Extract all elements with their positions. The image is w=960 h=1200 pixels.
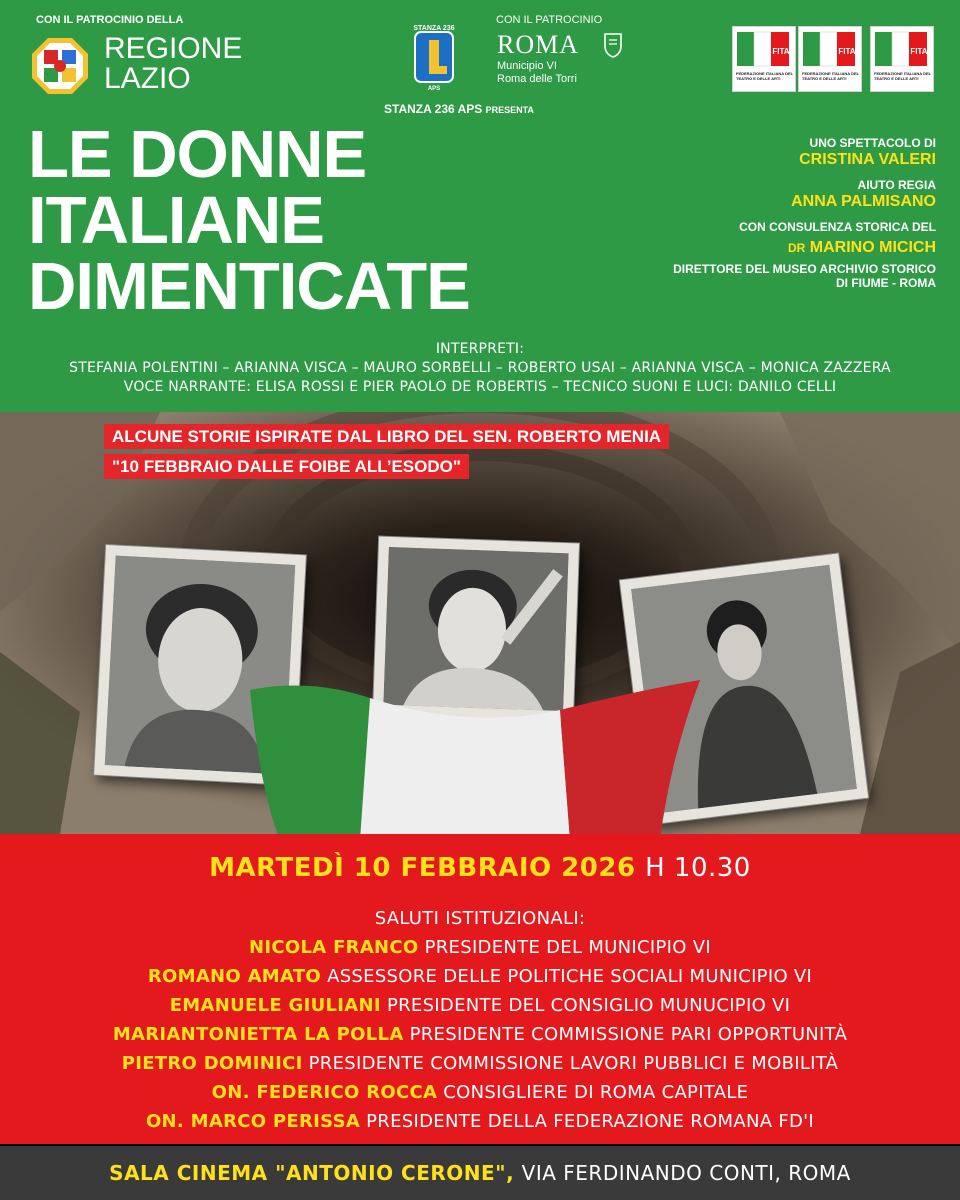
svg-text:FITA: FITA <box>910 47 928 56</box>
foiba-scene-image <box>0 412 960 834</box>
consulenza-name-line <box>596 238 936 258</box>
regione-lazio-emblem-icon <box>30 36 90 96</box>
title-line-1: LE DONNE <box>28 117 367 192</box>
voce-narrante: VOCE NARRANTE: ELISA ROSSI E PIER PAOLO DE ROBERTIS – TECNICO SUONI E LUCI: DANILO CELLI <box>123 379 837 395</box>
saluti-istituzionali <box>0 904 960 1136</box>
fita-flag-icon <box>803 30 859 70</box>
patrocinio-roma-label: CON IL PATROCINIO <box>496 14 603 26</box>
direttore-line-2: DI FIUME - ROMA <box>836 276 936 290</box>
banner-line-1: ALCUNE STORIE ISPIRATE DAL LIBRO DEL SEN. ROBERTO MENIA <box>104 424 669 449</box>
fita-flag-icon <box>737 30 793 70</box>
svg-text:FITA: FITA <box>772 47 790 56</box>
saluti-item: ROMANO AMATO ASSESSORE DELLE POLITICHE SOCIALI MUNICIPIO VI <box>147 966 813 987</box>
title-line-3: DIMENTICATE <box>28 249 470 324</box>
patrocinio-label: CON IL PATROCINIO DELLA <box>36 14 184 26</box>
roma-title: ROMA <box>497 30 580 59</box>
fita-logo-1: FITA FEDERAZIONE ITALIANA DEL TEATRO E DELLE ARTI <box>732 26 796 92</box>
header-section <box>0 0 960 412</box>
saluti-label: SALUTI ISTITUZIONALI: <box>374 908 586 929</box>
regione-lazio-name: REGIONE LAZIO <box>104 32 243 95</box>
show-title <box>28 117 470 324</box>
title-line-2: ITALIANE <box>28 183 324 258</box>
banner-line-2: "10 FEBBRAIO DALLE FOIBE ALL’ESODO" <box>104 454 469 479</box>
stanza-236-logo-icon <box>413 22 455 92</box>
stanza-presenta <box>384 102 534 116</box>
event-time: H 10.30 <box>645 853 751 883</box>
italian-flag-icon <box>240 670 720 840</box>
fita-logo-2: FITA FEDERAZIONE ITALIANA DEL TEATRO E DELLE ARTI <box>798 26 862 92</box>
municipio-text: Municipio VI Roma delle Torri <box>497 60 577 85</box>
stanza-logo-sub: APS <box>427 86 441 92</box>
interpreti-block <box>0 340 960 397</box>
consulenza-name: MARINO MICICH <box>809 239 936 256</box>
saluti-item: NICOLA FRANCO PRESIDENTE DEL MUNICIPIO VI <box>249 937 711 958</box>
venue-address: VIA FERDINANDO CONTI, ROMA <box>521 1161 851 1185</box>
svg-text:FITA: FITA <box>838 47 856 56</box>
stanza-logo-text: STANZA 236 <box>413 25 455 32</box>
fita-logo-3: FITA FEDERAZIONE ITALIANA DEL TEATRO E DELLE ARTI <box>870 26 934 92</box>
venue-place: SALA CINEMA "ANTONIO CERONE", <box>109 1161 515 1185</box>
saluti-item: PIETRO DOMINICI PRESIDENTE COMMISSIONE LAVORI PUBBLICI E MOBILITÀ <box>121 1053 839 1074</box>
spettacolo-name: CRISTINA VALERI <box>799 151 936 168</box>
saluti-item: ON. MARCO PERISSA PRESIDENTE DELLA FEDERAZIONE ROMANA FD'I <box>145 1111 815 1132</box>
credits-block <box>596 136 936 290</box>
regia-name: ANNA PALMISANO <box>791 193 936 210</box>
interpreti-label: INTERPRETI: <box>435 341 525 357</box>
consulenza-prefix: DR <box>787 241 806 255</box>
event-date-time <box>0 852 960 884</box>
stanza-name: STANZA 236 APS <box>384 102 483 116</box>
presenta-label: PRESENTA <box>485 105 534 115</box>
consulenza-label: CON CONSULENZA STORICA DEL <box>739 220 936 234</box>
saluti-item: EMANUELE GIULIANI PRESIDENTE DEL CONSIGLIO MUNUCIPIO VI <box>169 995 791 1016</box>
saluti-item: ON. FEDERICO ROCCA CONSIGLIERE DI ROMA CAPITALE <box>211 1082 749 1103</box>
direttore-line-1: DIRETTORE DEL MUSEO ARCHIVIO STORICO <box>673 262 936 276</box>
spettacolo-label: UNO SPETTACOLO DI <box>809 136 936 150</box>
cast-list: STEFANIA POLENTINI – ARIANNA VISCA – MAURO SORBELLI – ROBERTO USAI – ARIANNA VISCA – MONICA ZAZZERA <box>69 360 891 376</box>
venue-text <box>0 1159 960 1187</box>
fita-flag-icon <box>875 30 931 70</box>
regia-label: AIUTO REGIA <box>857 178 936 192</box>
roma-shield-icon <box>603 32 623 58</box>
saluti-item: MARIANTONIETTA LA POLLA PRESIDENTE COMMISSIONE PARI OPPORTUNITÀ <box>112 1024 848 1045</box>
event-date: MARTEDÌ 10 FEBBRAIO 2026 <box>209 853 636 883</box>
